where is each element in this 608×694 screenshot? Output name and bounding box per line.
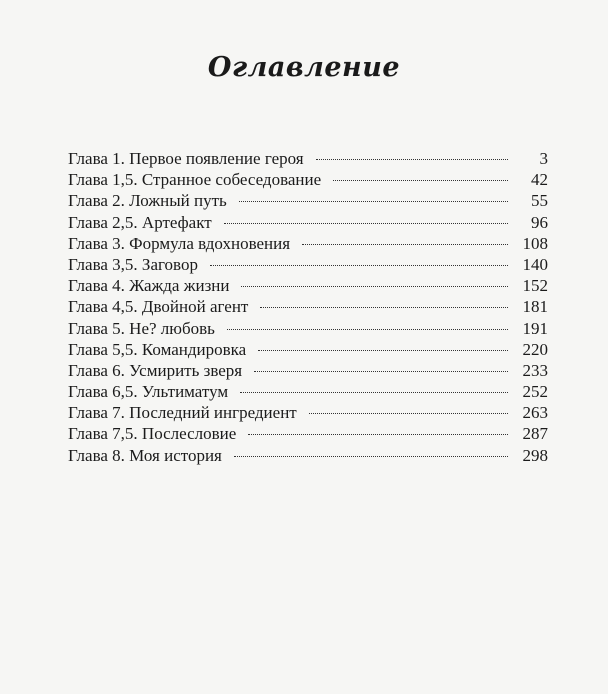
toc-dot-leader xyxy=(240,392,508,393)
toc-entry-page: 108 xyxy=(522,233,548,253)
toc-dot-leader xyxy=(309,413,508,414)
toc-entry-label: Глава 6,5. Ультиматум xyxy=(68,382,229,402)
toc-entry-label: Глава 1,5. Странное собеседование xyxy=(68,170,322,190)
toc-entry xyxy=(68,190,548,211)
toc-entry-page: 287 xyxy=(522,424,548,444)
toc-entry-label: Глава 7. Последний ингредиент xyxy=(68,403,297,423)
toc-dot-leader xyxy=(227,329,508,330)
toc-entry-page: 42 xyxy=(531,170,548,190)
toc-entry xyxy=(68,254,548,275)
toc-entry-page: 220 xyxy=(522,339,548,359)
toc-entry xyxy=(68,360,548,381)
toc-dot-leader xyxy=(316,159,508,160)
toc-entry-page: 191 xyxy=(522,318,548,338)
toc-entry-label: Глава 2,5. Артефакт xyxy=(68,212,212,232)
toc-dot-leader xyxy=(260,307,508,308)
toc-entry xyxy=(68,402,548,423)
toc-entry xyxy=(68,275,548,296)
toc-entry-label: Глава 6. Усмирить зверя xyxy=(68,360,243,380)
toc-dot-leader xyxy=(234,456,508,457)
toc-entry-label: Глава 5. Не? любовь xyxy=(68,318,215,338)
toc-entry-page: 55 xyxy=(531,191,548,211)
toc-dot-leader xyxy=(254,371,508,372)
toc-dot-leader xyxy=(248,434,508,435)
toc-entry-page: 152 xyxy=(522,276,548,296)
toc-entry-label: Глава 1. Первое появление героя xyxy=(68,149,304,168)
page-title: Оглавление xyxy=(207,52,401,83)
toc-entry xyxy=(68,169,548,190)
toc-entry-label: Глава 3,5. Заговор xyxy=(68,254,198,274)
toc-entry-label: Глава 2. Ложный путь xyxy=(68,191,227,211)
table-of-contents xyxy=(68,148,548,466)
toc-entry xyxy=(68,233,548,254)
toc-entry xyxy=(68,381,548,402)
toc-entry xyxy=(68,296,548,317)
toc-entry xyxy=(68,445,548,466)
toc-entry-label: Глава 5,5. Командировка xyxy=(68,339,247,359)
toc-dot-leader xyxy=(224,223,508,224)
toc-dot-leader xyxy=(258,350,508,351)
toc-entry-page: 96 xyxy=(531,212,548,232)
toc-entry xyxy=(68,212,548,233)
toc-entry-page: 181 xyxy=(522,297,548,317)
toc-entry xyxy=(68,339,548,360)
toc-entry-label: Глава 8. Моя история xyxy=(68,445,222,465)
toc-dot-leader xyxy=(210,265,508,266)
toc-entry-page: 252 xyxy=(522,382,548,402)
toc-dot-leader xyxy=(239,201,508,202)
toc-entry xyxy=(68,318,548,339)
toc-entry-page: 140 xyxy=(522,254,548,274)
toc-entry-page: 233 xyxy=(522,360,548,380)
toc-entry-page: 298 xyxy=(522,445,548,465)
toc-entry-page: 3 xyxy=(539,149,548,168)
toc-dot-leader xyxy=(302,244,508,245)
toc-dot-leader xyxy=(333,180,508,181)
toc-entry-label: Глава 4. Жажда жизни xyxy=(68,276,230,296)
toc-entry xyxy=(68,148,548,169)
toc-entry-label: Глава 3. Формула вдохновения xyxy=(68,233,291,253)
toc-entry xyxy=(68,423,548,444)
toc-dot-leader xyxy=(241,286,508,287)
toc-entry-label: Глава 7,5. Послесловие xyxy=(68,424,237,444)
toc-entry-page: 263 xyxy=(522,403,548,423)
toc-entry-label: Глава 4,5. Двойной агент xyxy=(68,297,249,317)
